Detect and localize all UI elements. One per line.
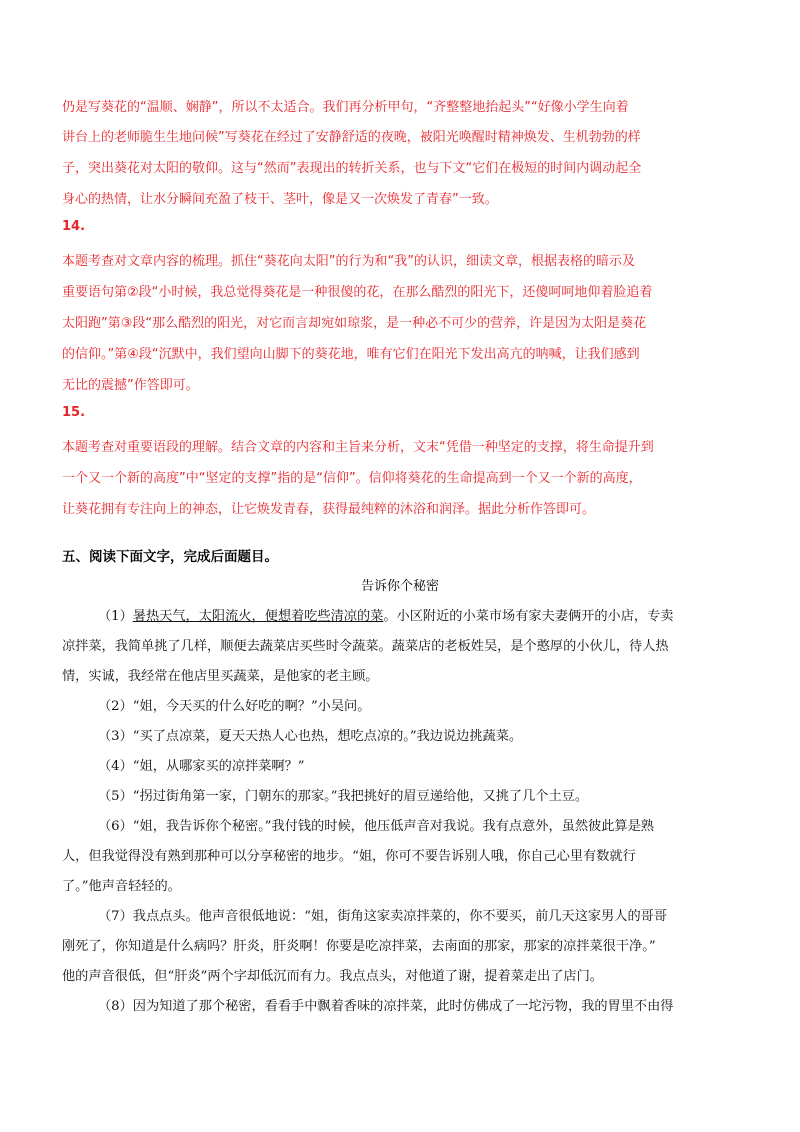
paragraph-5: [98, 785, 588, 804]
question-number-14: 14.: [62, 219, 86, 234]
paragraph-text: “姐，今天买的什么好吃的啊？”小吴问。: [132, 699, 371, 714]
question-number-15: 15.: [62, 405, 86, 420]
paragraph-3: [98, 725, 522, 744]
answer-line: 一个又一个新的高度”中“坚定的支撑”指的是“信仰”。信仰将葵花的生命提高到一个又一个新的高度，: [62, 471, 642, 486]
paragraph-line: 人，但我觉得没有熟到那种可以分享秘密的地步。“姐，你可不要告诉别人哦，你自己心里有数就行: [62, 849, 636, 864]
answer-line: 本题考查对重要语段的理解。结合文章的内容和主旨来分析，文末“凭借一种坚定的支撑，将生命提升到: [62, 440, 654, 455]
paragraph-6: [98, 815, 654, 834]
answer-line: 的信仰。”第④段“沉默中，我们望向山脚下的葵花地，唯有它们在阳光下发出高亢的呐喊，让我们感到: [62, 347, 640, 362]
paragraph-2: [98, 695, 370, 714]
answer-line: 无比的震撼”作答即可。: [62, 378, 199, 393]
paragraph-line: 刚死了，你知道是什么病吗？肝炎，肝炎啊！你要是吃凉拌菜，去南面的那家，那家的凉拌菜很干净。”: [62, 939, 656, 954]
paragraph-8: [98, 995, 673, 1014]
answer-line: 讲台上的老师脆生生地问候”写葵花在经过了安静舒适的夜晚，被阳光唤醒时精神焕发、生机勃勃的样: [62, 130, 641, 145]
answer-line: 重要语句第②段“小时候，我总觉得葵花是一种很傻的花，在那么酷烈的阳光下，还傻呵呵地仰着脸追着: [62, 285, 653, 300]
paragraph-number: （5）: [98, 789, 133, 804]
paragraph-text: 因为知道了那个秘密，看看手中飘着香味的凉拌菜，此时仿佛成了一坨污物，我的胃里不由得: [132, 999, 674, 1014]
answer-line: 子，突出葵花对太阳的敬仰。这与“然而”表现出的转折关系，也与下文“它们在极短的时间内调动起全: [62, 161, 642, 176]
paragraph-text: 我点点头。他声音很低地说：“姐，街角这家卖凉拌菜的，你不要买，前几天这家男人的哥哥: [132, 909, 668, 924]
answer-line: 本题考查对文章内容的梳理。抓住“葵花向太阳”的行为和“我”的认识，细读文章，根据表格的暗示及: [62, 254, 635, 269]
paragraph-line: 他的声音很低，但“肝炎”两个字却低沉而有力。我点点头，对他道了谢，提着菜走出了店门。: [62, 969, 603, 984]
paragraph-1-first-line: [98, 605, 673, 624]
paragraph-number: （2）: [98, 699, 133, 714]
paragraph-4: [98, 755, 305, 774]
paragraph-number: （7）: [98, 909, 133, 924]
paragraph-text: “买了点凉菜，夏天天热人心也热，想吃点凉的。”我边说边挑蔬菜。: [132, 729, 523, 744]
paragraph-text: “姐，我告诉你个秘密。”我付钱的时候，他压低声音对我说。我有点意外，虽然彼此算是熟: [132, 819, 654, 834]
paragraph-line: 情，实诚，我经常在他店里买蔬菜，是他家的老主顾。: [62, 669, 379, 684]
underlined-sentence: 暑热天气，太阳流火，便想着吃些清凉的菜: [132, 609, 384, 624]
answer-line: 太阳跑”第③段“那么酷烈的阳光，对它而言却宛如琼浆，是一种必不可少的营养，许是因为太阳是葵花: [62, 316, 647, 331]
paragraph-number: （4）: [98, 759, 133, 774]
paragraph-text: “拐过街角第一家，门朝东的那家。”我把挑好的眉豆递给他，又挑了几个土豆。: [132, 789, 589, 804]
paragraph-text: “姐，从哪家买的凉拌菜啊？”: [132, 759, 305, 774]
paragraph-number: （8）: [98, 999, 133, 1014]
answer-line: 让葵花拥有专注向上的神态，让它焕发青春，获得最纯粹的沐浴和润泽。据此分析作答即可。: [62, 502, 596, 517]
article-title: 告诉你个秘密: [360, 579, 439, 594]
paragraph-line: 凉拌菜，我简单挑了几样，顺便去蔬菜店买些时令蔬菜。蔬菜店的老板姓吴，是个憨厚的小伙儿，待人热: [62, 639, 669, 654]
answer-line: 身心的热情，让水分瞬间充盈了枝干、茎叶，像是又一次焕发了青春”一致。: [62, 192, 498, 207]
paragraph-number: （3）: [98, 729, 133, 744]
section-heading: 五、阅读下面文字，完成后面题目。: [62, 549, 278, 565]
paragraph-number: （1）: [98, 609, 133, 624]
paragraph-7: [98, 905, 667, 924]
paragraph-number: （6）: [98, 819, 133, 834]
paragraph-line: 了。”他声音轻轻的。: [62, 879, 181, 894]
answer-line: 仍是写葵花的“温顺、娴静”，所以不太适合。我们再分析甲句，“齐整整地抬起头”“好像小学生向着: [62, 100, 629, 115]
paragraph-text: 。小区附近的小菜市场有家夫妻俩开的小店，专卖: [383, 609, 674, 624]
